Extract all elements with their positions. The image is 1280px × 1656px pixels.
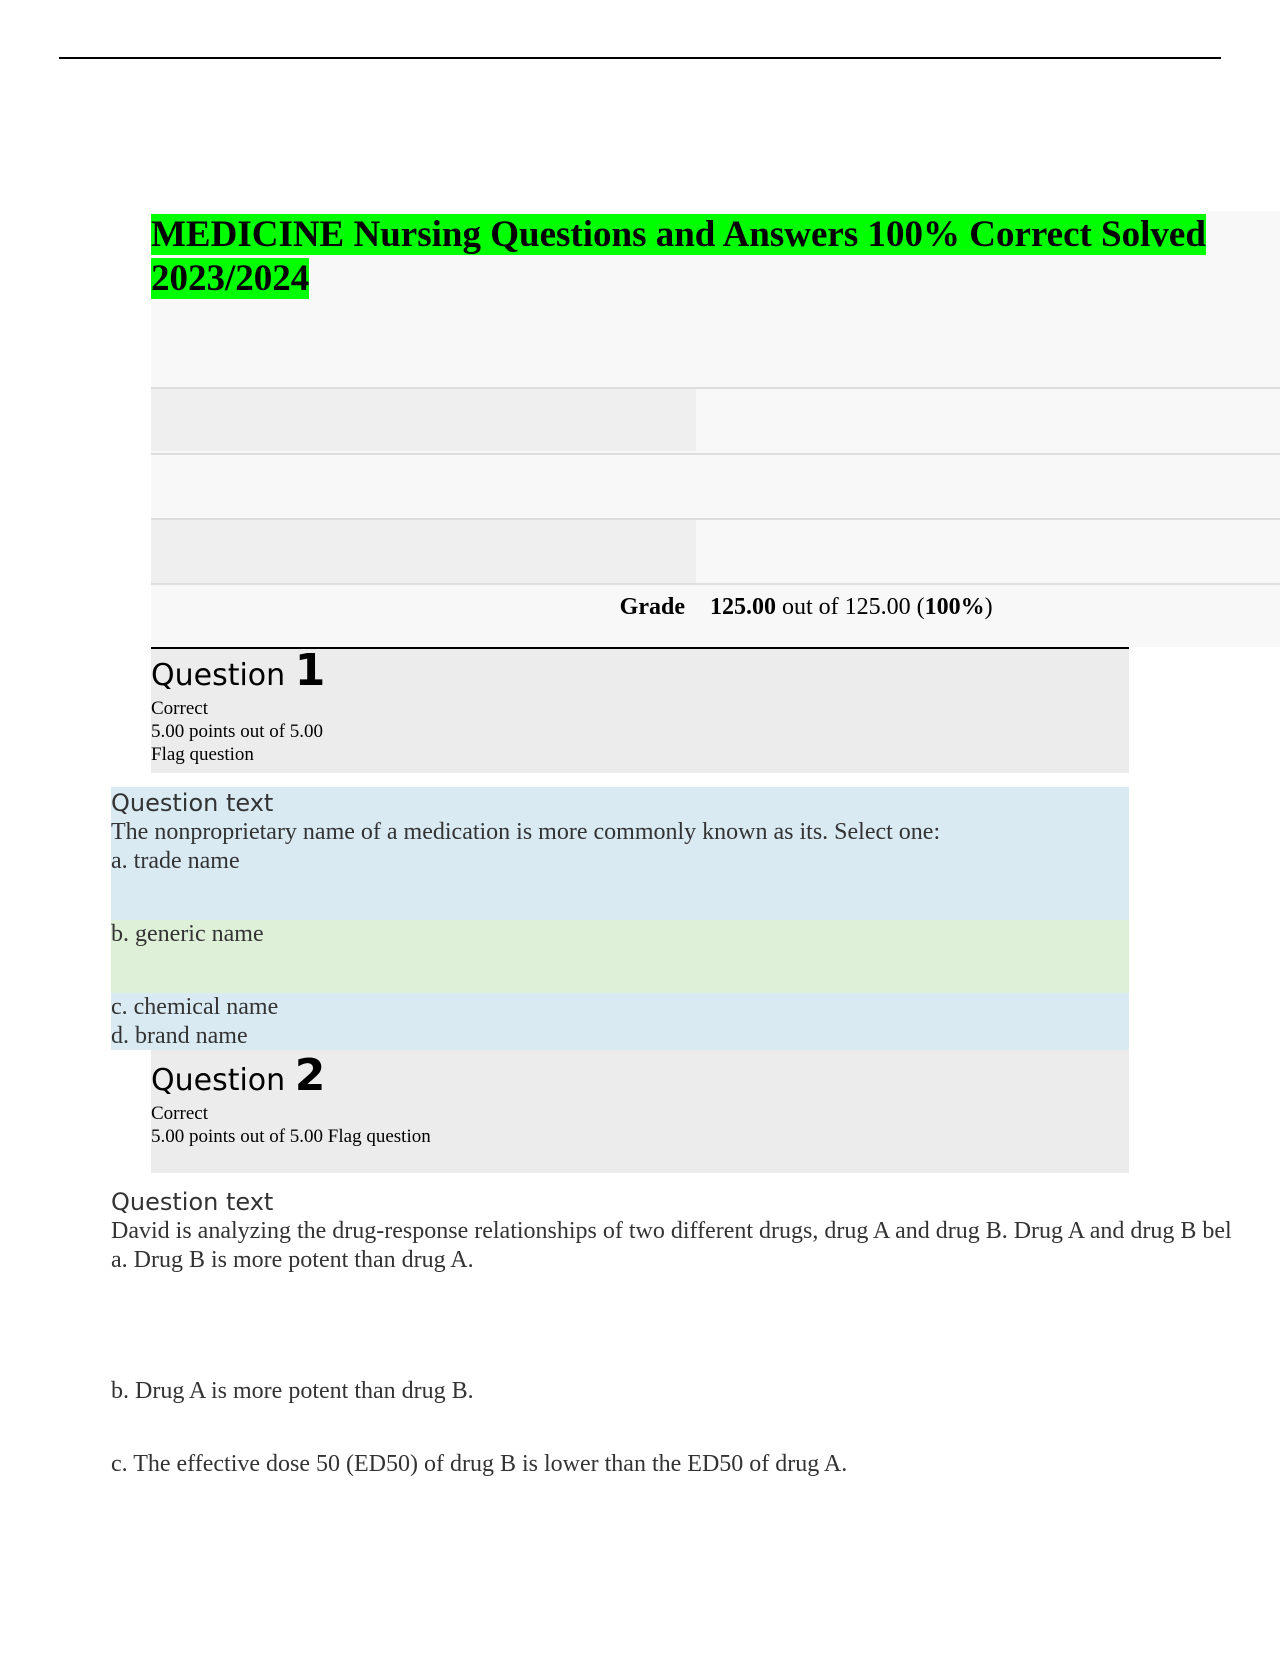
question-number: 2: [294, 1050, 326, 1101]
question-2-info: [151, 1050, 1129, 1173]
answer-option-a[interactable]: a. Drug B is more potent than drug A.: [111, 1247, 474, 1273]
summary-cell: [151, 520, 696, 583]
question-1-info: [151, 647, 1129, 773]
summary-row: [151, 518, 1280, 583]
document-title: MEDICINE Nursing Questions and Answers 100% Correct Solved 2023/2024: [151, 214, 1206, 299]
grade-value: 125.00 out of 125.00 (100%): [710, 594, 993, 620]
answer-option-d[interactable]: d. brand name: [111, 1023, 248, 1049]
question-points-flag[interactable]: 5.00 points out of 5.00 Flag question: [151, 1126, 431, 1147]
grade-row: [151, 583, 1280, 647]
top-rule: [59, 57, 1221, 59]
summary-row: [151, 453, 1280, 517]
question-2-heading: Question 2: [151, 1050, 326, 1101]
question-text: The nonproprietary name of a medication is more commonly known as its. Select one:: [111, 819, 941, 845]
question-status: Correct: [151, 1103, 208, 1124]
answer-option-c[interactable]: c. chemical name: [111, 994, 279, 1020]
question-text-label: Question text: [111, 789, 274, 817]
question-text: David is analyzing the drug-response relationships of two different drugs, drug A and drug B. Drug A and drug B bel: [111, 1218, 1232, 1244]
question-2-content: [111, 1187, 1280, 1479]
question-text-label: Question text: [111, 1188, 274, 1216]
question-1-content: [111, 787, 1129, 1050]
summary-cell: [151, 455, 696, 517]
question-number: 1: [294, 645, 326, 696]
summary-row: [151, 387, 1280, 451]
question-status: Correct: [151, 698, 208, 719]
answer-option-a[interactable]: a. trade name: [111, 848, 240, 874]
answer-option-c[interactable]: c. The effective dose 50 (ED50) of drug B is lower than the ED50 of drug A.: [111, 1451, 848, 1477]
flag-question-link[interactable]: Flag question: [151, 744, 254, 765]
grade-label: Grade: [619, 594, 685, 620]
question-1-heading: Question 1: [151, 645, 326, 696]
answer-option-b[interactable]: b. generic name: [111, 920, 1129, 993]
question-points: 5.00 points out of 5.00: [151, 721, 324, 742]
summary-cell: [151, 389, 696, 451]
answer-option-b[interactable]: b. Drug A is more potent than drug B.: [111, 1378, 474, 1404]
